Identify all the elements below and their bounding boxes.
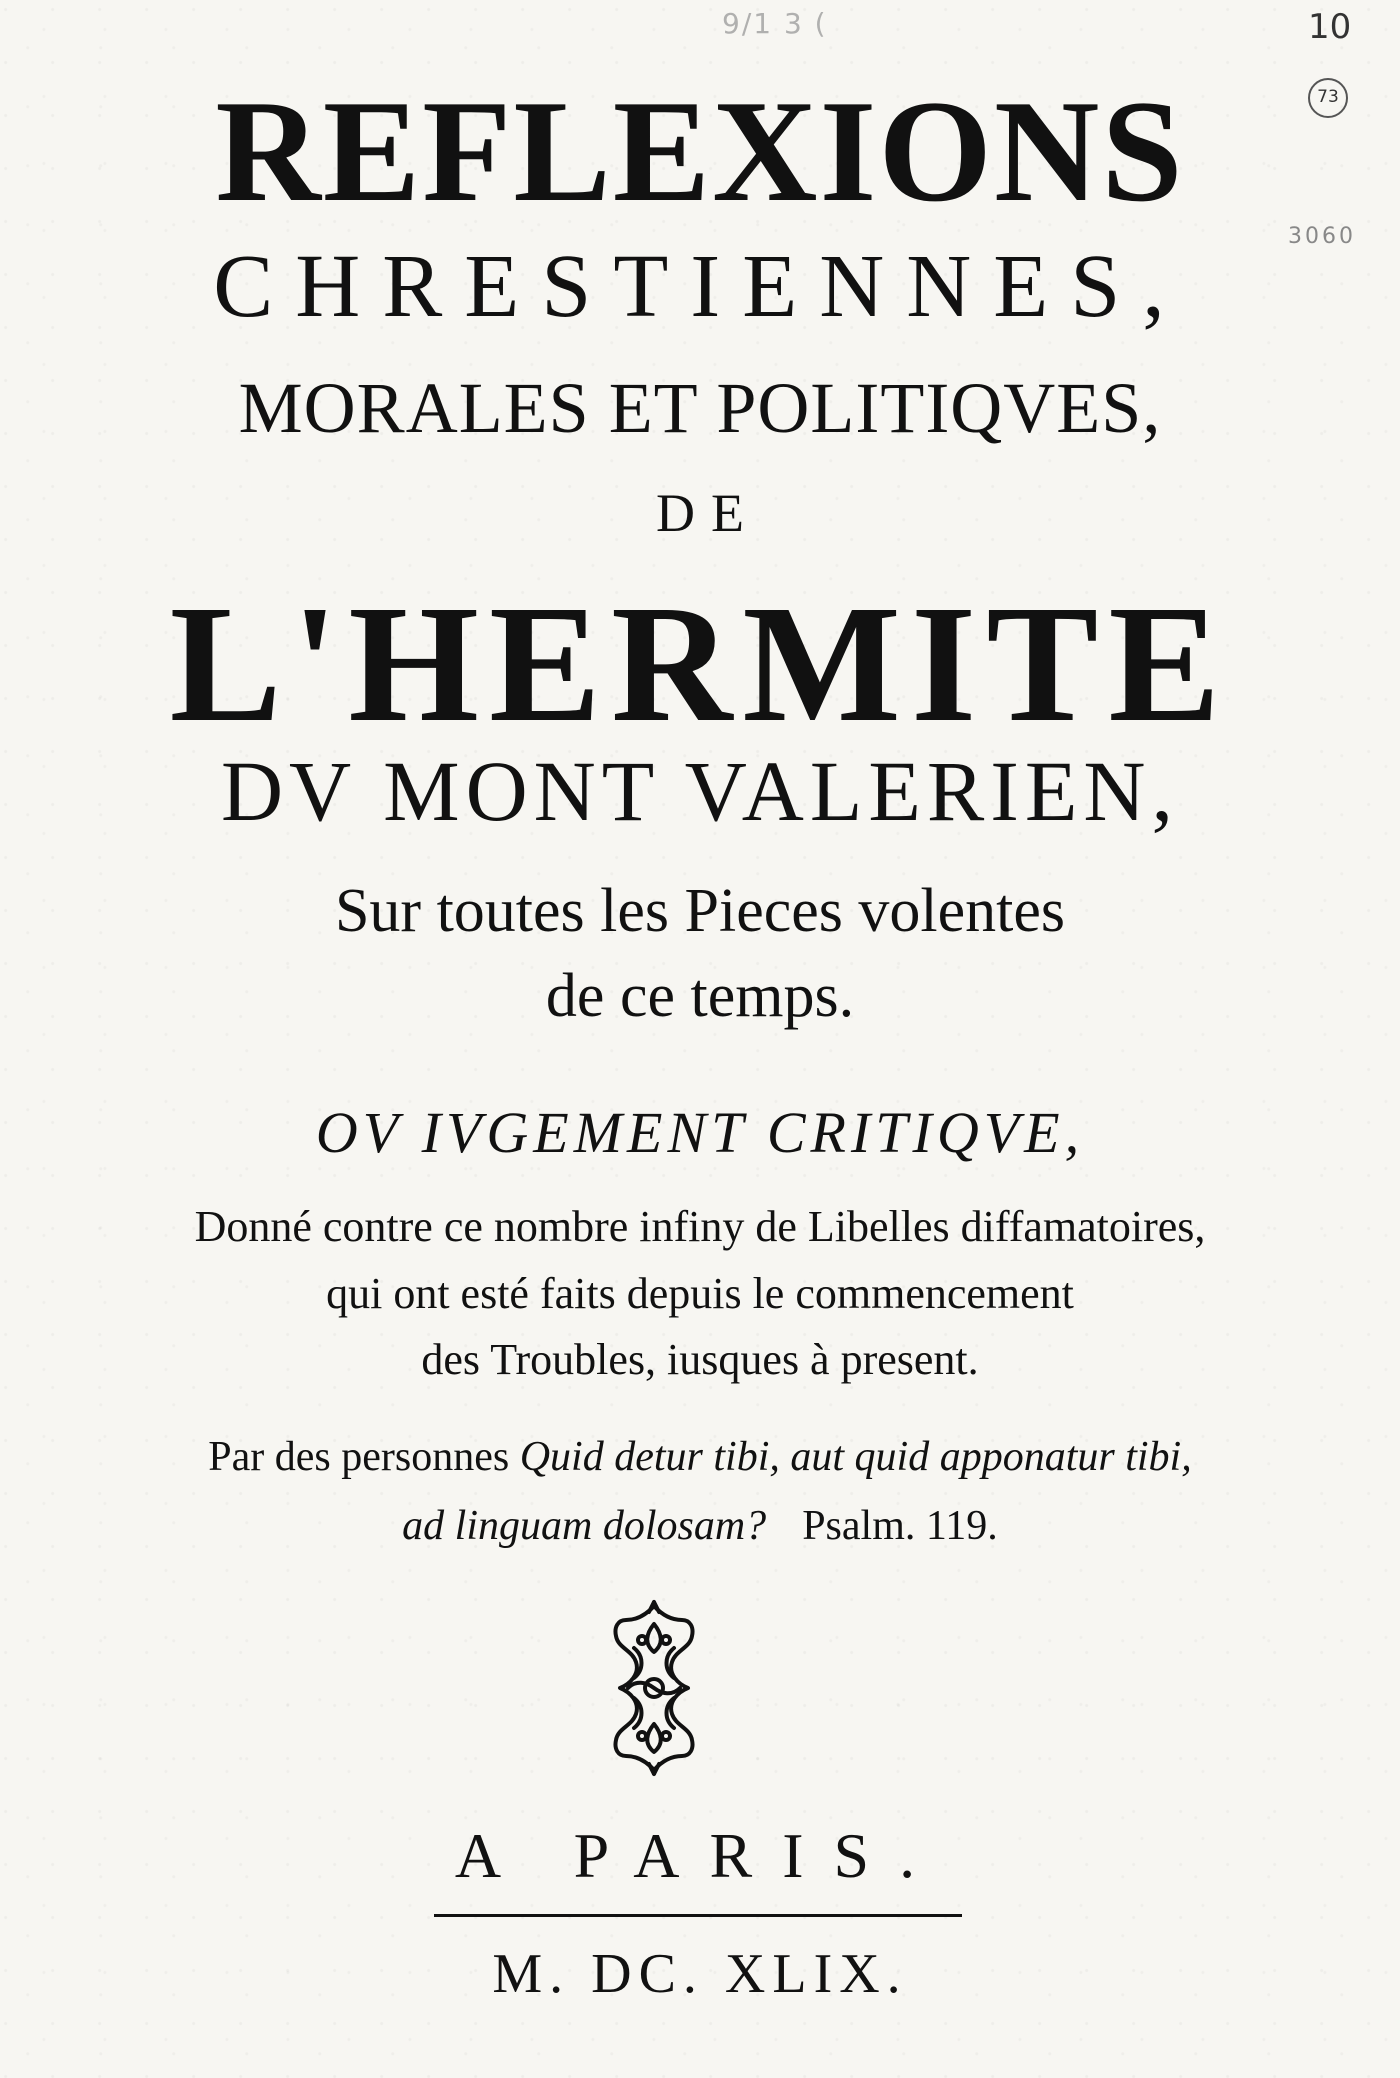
psalm-quote-part-1: Quid detur tibi, aut quid apponatur tibi, xyxy=(519,1434,1192,1480)
title-hermite: L'HERMITE xyxy=(169,571,1231,757)
title-de-ce-temps: de ce temps. xyxy=(545,962,855,1030)
title-chrestiennes: CHRESTIENNES, xyxy=(213,237,1187,336)
psalm-reference: Psalm. 119. xyxy=(802,1503,998,1549)
psalm-quote-part-2: ad linguam dolosam? xyxy=(402,1503,767,1549)
author-prefix: Par des personnes xyxy=(208,1434,510,1480)
circled-number-annotation: 73 xyxy=(1308,78,1348,118)
description-line-2: qui ont esté faits depuis le commencement xyxy=(326,1269,1074,1318)
description-line-3: des Troubles, iusques à present. xyxy=(421,1335,979,1384)
page-number-annotation: 10 xyxy=(1308,7,1352,47)
title-reflexions: REFLEXIONS xyxy=(215,70,1185,232)
title-de: DE xyxy=(656,483,760,543)
imprint-rule xyxy=(434,1914,962,1917)
description-line-1: Donné contre ce nombre infiny de Libelles diffamatoires, xyxy=(194,1202,1206,1251)
printer-ornament-icon xyxy=(602,1598,706,1778)
title-jugement-critique: OV IVGEMENT CRITIQVE, xyxy=(315,1100,1085,1165)
imprint-year: M. DC. XLIX. xyxy=(492,1943,908,2005)
title-pieces-volentes: Sur toutes les Pieces volentes xyxy=(334,877,1066,945)
imprint-place: A PARIS. xyxy=(454,1820,946,1891)
side-number-annotation: 3060 xyxy=(1288,224,1356,249)
psalm-line xyxy=(0,1505,1400,1547)
title-morales-politiques: MORALES ET POLITIQVES, xyxy=(238,368,1162,448)
title-mont-valerien: DV MONT VALERIEN, xyxy=(220,743,1180,839)
author-line xyxy=(0,1436,1400,1478)
handwritten-annotation-top: 9/1 3 ( xyxy=(722,7,828,40)
